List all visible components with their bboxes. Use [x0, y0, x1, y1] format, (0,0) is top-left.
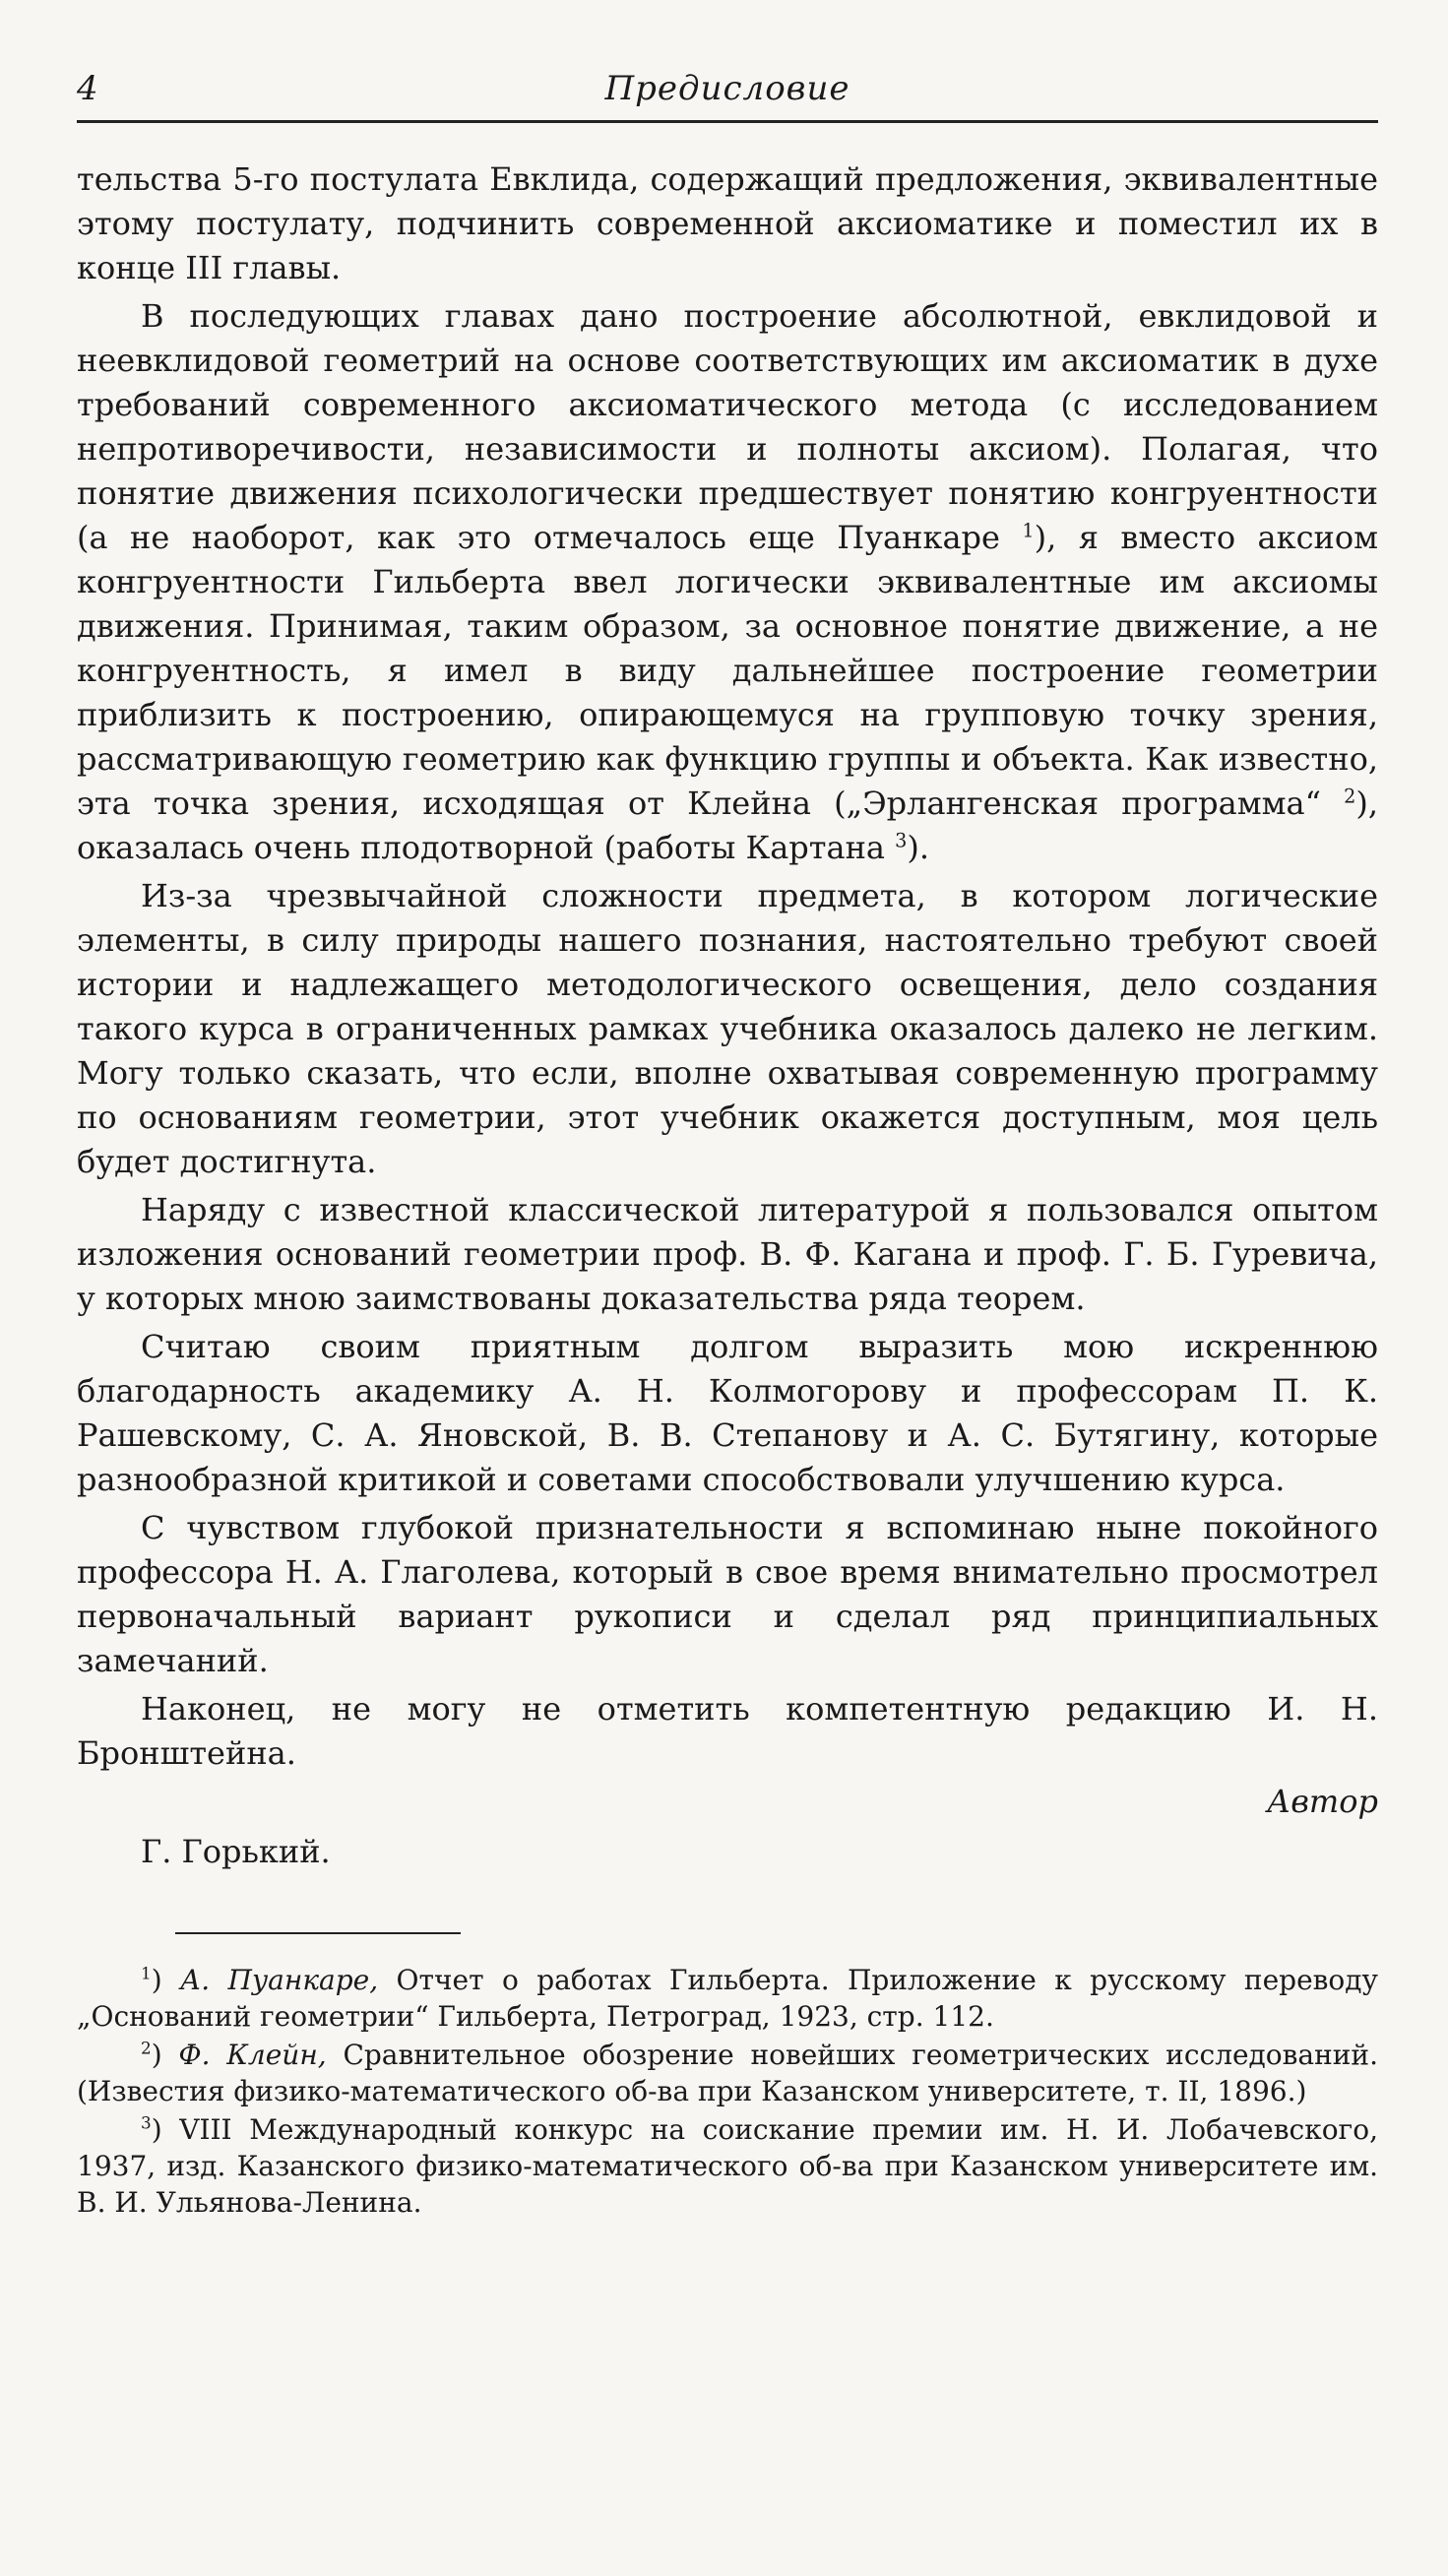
- footnote-author: Ф. Клейн,: [178, 2039, 327, 2071]
- footnote-1: $^1$) А. Пуанкаре, Отчет о работах Гильберта. Приложение к русскому переводу „Оснований геометрии“ Гильберта, Петроград, 1923, стр. 112.: [77, 1963, 1378, 2033]
- paragraph-2-part-a: В последующих главах дано построение абсолютной, евклидовой и неевклидовой геометрий на основе соответствующих им аксиоматик в духе требований современного аксиоматического метода (с исследованием непротиворечивости, независимости и полноты аксиом). Полагая, что понятие движения психологически предшествует понятию конгруентности (а не наоборот, как это отмечалось еще Пуанкаре: [77, 297, 1378, 556]
- body-text: [77, 157, 1378, 1874]
- footnote-marker: 1: [141, 1963, 152, 1983]
- footnote-author: А. Пуанкаре,: [180, 1964, 379, 1996]
- header-rule: [77, 120, 1378, 123]
- page-header: [77, 61, 1378, 120]
- footnote-marker: 3: [141, 2112, 152, 2133]
- paragraph-2-part-d: ).: [907, 829, 930, 866]
- place-of-writing: Г. Горький.: [141, 1833, 331, 1870]
- paragraph-4: Наряду с известной классической литературой я пользовался опытом изложения оснований геометрии проф. В. Ф. Кагана и проф. Г. Б. Гуревича, у которых мною заимствованы доказательства ряда теорем.: [77, 1191, 1378, 1317]
- author-signature: Автор: [1267, 1783, 1378, 1820]
- footnote-2: $^2$) Ф. Клейн, Сравнительное обозрение новейших геометрических исследований. (Известия физико-математического об-ва при Казанском университете, т. II, 1896.): [77, 2038, 1378, 2107]
- footnote-rule: [175, 1932, 461, 1934]
- paragraph-2: [77, 294, 1378, 870]
- footnote-3: $^3$) VIII Международный конкурс на соискание премии им. Н. И. Лобачевского, 1937, изд. Казанского физико-математического об-ва при Казанском университете им. В. И. Ульянова-Ленина.: [77, 2112, 1378, 2219]
- paragraph-2-part-b: ), я вместо аксиом конгруентности Гильберта ввел логически эквивалентные им аксиомы движения. Принимая, таким образом, за основное понятие движение, а не конгруентность, я имел в виду дальнейшее построение геометрии приблизить к построению, опирающемуся на групповую точку зрения, рассматривающую геометрию как функцию группы и объекта. Как известно, эта точка зрения, исходящая от Клейна („Эрлангенская программа“: [77, 519, 1379, 822]
- footnote-ref-3[interactable]: 3: [895, 829, 908, 852]
- footnote-text: Сравнительное обозрение новейших геометрических исследований. (Известия физико-математического об-ва при Казанском университете, т. II, 1896.): [77, 2039, 1378, 2107]
- running-title: Предисловие: [604, 69, 850, 108]
- paragraph-7: Наконец, не могу не отметить компетентную редакцию И. Н. Бронштейна.: [77, 1690, 1378, 1772]
- footnote-text: VIII Международный конкурс на соискание премии им. Н. И. Лобачевского, 1937, изд. Казанского физико-математического об-ва при Казанском университете им. В. И. Ульянова-Ленина.: [77, 2113, 1378, 2219]
- paragraph-3: Из-за чрезвычайной сложности предмета, в котором логические элементы, в силу природы нашего познания, настоятельно требуют своей истории и надлежащего методологического освещения, дело создания такого курса в ограниченных рамках учебника оказалось далеко не легким. Могу только сказать, что если, вполне охватывая современную программу по основаниям геометрии, этот учебник окажется доступным, моя цель будет достигнута.: [77, 877, 1378, 1180]
- paragraph-6: С чувством глубокой признательности я вспоминаю ныне покойного профессора Н. А. Глаголева, который в свое время внимательно просмотрел первоначальный вариант рукописи и сделал ряд принципиальных замечаний.: [77, 1509, 1378, 1679]
- paragraph-2-part-c: ), оказалась очень плодотворной (работы Картана: [77, 785, 1379, 866]
- paragraph-5: Считаю своим приятным долгом выразить мою искреннюю благодарность академику А. Н. Колмогорову и профессорам П. К. Рашевскому, С. А. Яновской, В. В. Степанову и А. С. Бутягину, которые разнообразной критикой и советами способствовали улучшению курса.: [77, 1328, 1378, 1498]
- footnote-ref-1[interactable]: 1: [1022, 519, 1035, 542]
- signature-line: [77, 1780, 1378, 1824]
- footnote-ref-2[interactable]: 2: [1344, 785, 1356, 808]
- footnote-marker: 2: [141, 2038, 152, 2058]
- page-number: 4: [77, 69, 98, 108]
- paragraph-1: тельства 5-го постулата Евклида, содержащий предложения, эквивалентные этому постулату, подчинить современной аксиоматике и поместил их в конце III главы.: [77, 160, 1378, 286]
- footnotes: [77, 1962, 1378, 2223]
- footnote-text: Отчет о работах Гильберта. Приложение к русскому переводу „Оснований геометрии“ Гильберта, Петроград, 1923, стр. 112.: [77, 1964, 1378, 2033]
